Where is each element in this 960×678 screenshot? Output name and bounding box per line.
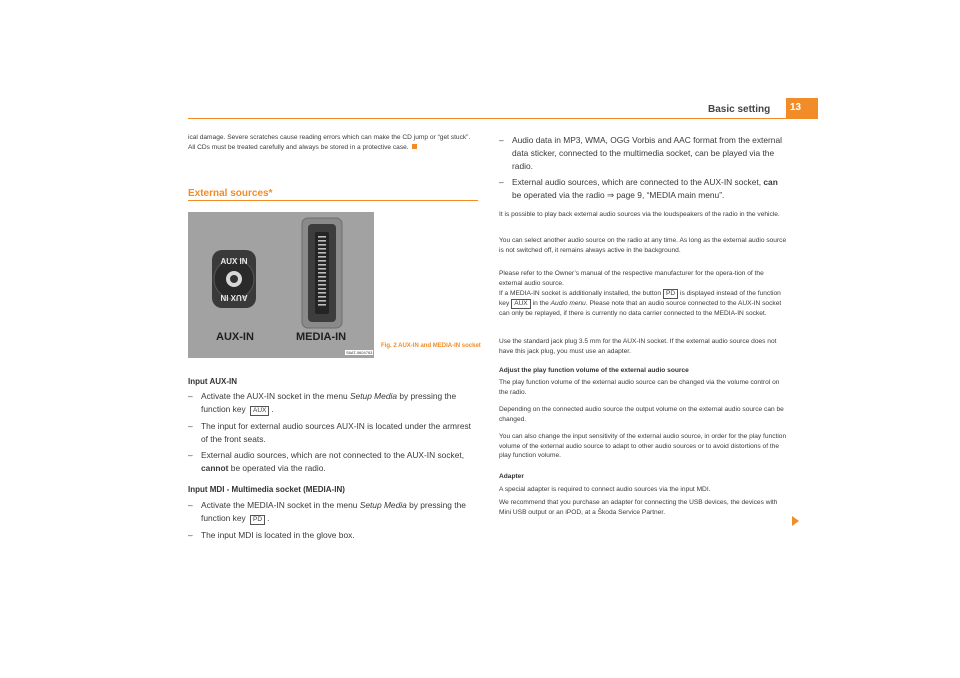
end-of-section-icon — [412, 144, 417, 149]
paragraph: We recommend that you purchase an adapter for connecting the USB devices, the devices with Mini USB output or an iPOD, at a Škoda Service Partner. — [499, 499, 778, 516]
figure-code: S6AT-0604763 — [346, 350, 373, 355]
list-item: – Activate the AUX-IN socket in the menu Setup Media by pressing the function key AUX . — [188, 391, 457, 414]
paragraph: If a MEDIA-IN socket is additionally installed, the button PD is displayed instead of the function key AUX in the Audio menu. Please note that an audio source connected to the AUX-IN socket can only be replayed, if there is currently no data carrier connected to the MEDIA-IN socket. — [499, 290, 782, 317]
section-title: External sources* — [188, 188, 273, 199]
list-item: – External audio sources, which are connected to the AUX-IN socket, can be operated via the radio ⇒ page 9, “MEDIA main menu”. — [499, 177, 778, 200]
media-in-label: MEDIA-IN — [296, 331, 347, 343]
paragraph: Please refer to the Owner’s manual of the respective manufacturer for the opera-tion of the external audio source. — [499, 270, 764, 287]
pd-key-icon: PD — [250, 515, 265, 525]
page-header-title: Basic setting — [708, 104, 771, 115]
intro-paragraph — [188, 133, 478, 152]
paragraph: The play function volume of the external audio source can be changed via the volume control on the radio. — [499, 379, 780, 396]
adapter-heading: Adapter — [499, 473, 524, 480]
paragraph: You can also change the input sensitivity of the external audio source, in order for the play function volume of the external audio source to adapt to other audio sources or to avoid distortions of the play function volume. — [499, 433, 787, 460]
aux-media-figure — [188, 212, 374, 358]
page-number-badge: 13 — [786, 98, 818, 118]
paragraph: You can select another audio source on the radio at any time. As long as the external audio source is not switched off, it remains always active in the background. — [499, 237, 787, 254]
aux-in-label: AUX-IN — [216, 331, 254, 343]
header-rule — [188, 118, 818, 119]
intro-text: ical damage. Severe scratches cause reading errors which can make the CD jump or “get stuck”. All CDs must be treated carefully and always be stored in a protective case. — [188, 134, 471, 151]
mdi-heading: Input MDI - Multimedia socket (MEDIA-IN) — [188, 485, 345, 494]
continue-arrow-icon — [792, 516, 799, 526]
list-item: – Audio data in MP3, WMA, OGG Vorbis and AAC format from the external data sticker, connected to the multimedia socket, can be played via the radio. — [499, 135, 782, 171]
volume-heading: Adjust the play function volume of the external audio source — [499, 367, 689, 374]
list-item: – External audio sources, which are not connected to the AUX-IN socket, cannot be operated via the radio. — [188, 450, 465, 473]
section-rule — [188, 200, 478, 201]
paragraph: Use the standard jack plug 3.5 mm for the AUX-IN socket. If the external audio source does not have this jack plug, you must use an adapter. — [499, 338, 777, 355]
pd-key-icon: PD — [663, 289, 678, 299]
aux-key-icon: AUX — [250, 406, 269, 416]
list-item: – The input for external audio sources AUX-IN is located under the armrest of the front seats. — [188, 421, 471, 444]
ring-label-top: AUX IN — [220, 257, 248, 266]
paragraph: A special adapter is required to connect audio sources via the input MDI. — [499, 486, 711, 493]
paragraph: Depending on the connected audio source the output volume on the external audio source can be changed. — [499, 406, 784, 423]
list-item: – Activate the MEDIA-IN socket in the menu Setup Media by pressing the function key PD . — [188, 500, 466, 523]
aux-heading: Input AUX-IN — [188, 377, 238, 386]
list-item: – The input MDI is located in the glove box. — [188, 530, 355, 540]
paragraph: It is possible to play back external audio sources via the loudspeakers of the radio in the vehicle. — [499, 211, 780, 218]
aux-key-icon: AUX — [511, 299, 530, 309]
figure-caption: Fig. 2 AUX-IN and MEDIA-IN socket — [381, 343, 481, 349]
ring-label-bottom: AUX IN — [220, 293, 248, 302]
